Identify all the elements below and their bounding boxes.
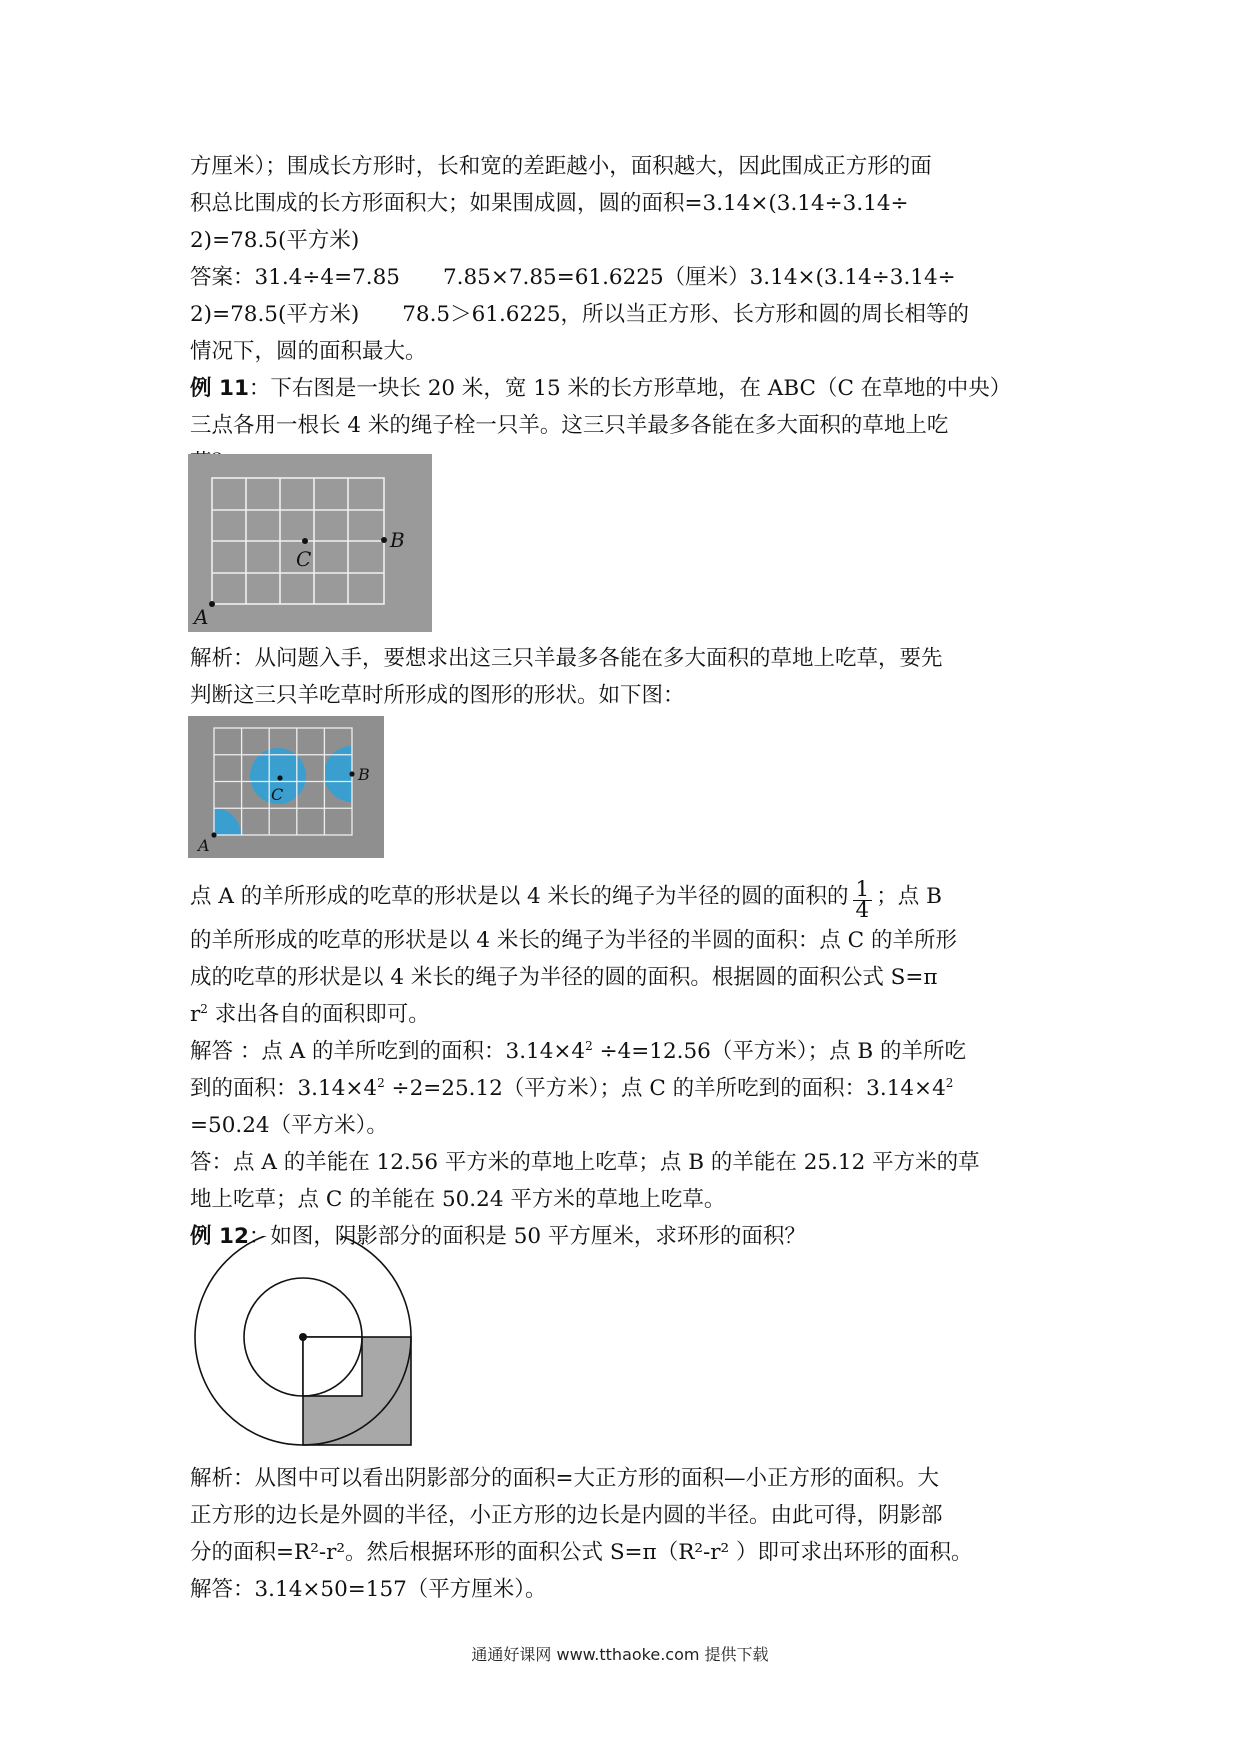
intro-paragraph: [190, 148, 1070, 481]
example-12-analysis: [190, 1460, 1070, 1608]
example-11-question: 例 11：下右图是一块长 20 米，宽 15 米的长方形草地，在 ABC（C 在草地的中央）: [190, 376, 1012, 401]
text-line: 地上吃草；点 C 的羊能在 50.24 平方米的草地上吃草。: [190, 1187, 726, 1212]
label-c: C: [271, 785, 284, 804]
page-footer: 通通好课网 www.tthaoke.com 提供下载: [471, 1645, 769, 1664]
text-line: 的羊所形成的吃草的形状是以 4 米长的绳子为半径的半圆的面积：点 C 的羊所形: [190, 928, 957, 953]
solution-paragraph: [190, 922, 1070, 1255]
annulus-figure: [190, 1236, 420, 1456]
text-line: 成的吃草的形状是以 4 米长的绳子为半径的圆的面积。根据圆的面积公式 S=π: [190, 965, 938, 990]
example-label: 例 12: [190, 1224, 249, 1249]
point-b: [349, 771, 354, 776]
label-b: B: [390, 528, 405, 552]
text-line-with-fraction: 点 A 的羊所形成的吃草的形状是以 4 米长的绳子为半径的圆的面积的 $\frac{1}{4}$ ；点 B: [190, 877, 942, 923]
example-12-question: 例 12：如图，阴影部分的面积是 50 平方厘米，求环形的面积？: [190, 1224, 806, 1249]
point-c: [302, 538, 308, 544]
point-a: [209, 601, 215, 607]
small-square: [303, 1337, 362, 1396]
text-line: $r^2$ 求出各自的面积即可。: [190, 1001, 430, 1027]
text-line: 正方形的边长是外圆的半径，小正方形的边长是内圆的半径。由此可得，阴影部: [190, 1503, 943, 1528]
text-line: 积总比围成的长方形面积大；如果围成圆，圆的面积=3.14×(3.14÷3.14÷: [190, 191, 909, 216]
text-line: 2)=78.5(平方米): [190, 228, 360, 253]
text-line: 三点各用一根长 4 米的绳子栓一只羊。这三只羊最多各能在多大面积的草地上吃: [190, 413, 949, 438]
label-a: A: [194, 605, 209, 629]
text-line: 情况下，圆的面积最大。: [190, 339, 427, 364]
text-line: 方厘米）；围成长方形时，长和宽的差距越小，面积越大，因此围成正方形的面: [190, 154, 932, 179]
point-c: [277, 775, 282, 780]
shape-explanation: [190, 878, 1070, 921]
point-a: [211, 832, 216, 837]
grazing-areas-figure: [188, 716, 384, 858]
text-line: 分的面积=R²-r²。然后根据环形的面积公式 S=π（R²-r² ）即可求出环形的面积。: [190, 1540, 973, 1565]
center-point: [299, 1333, 307, 1341]
text-line: =50.24（平方米）。: [190, 1113, 388, 1138]
text-line: 解析：从问题入手，要想求出这三只羊最多各能在多大面积的草地上吃草，要先: [190, 646, 943, 671]
fraction-quarter: $\frac{1}{4}$: [853, 880, 873, 921]
point-b: [381, 537, 387, 543]
label-b: B: [358, 765, 370, 784]
text-line: 解答 ：点 A 的羊所吃到的面积：$3.14\times 4^2 \div 4=12.56$（平方米）；点 B 的羊所吃: [190, 1038, 967, 1064]
text-line: 2)=78.5(平方米) 78.5＞61.6225，所以当正方形、长方形和圆的周长相等的: [190, 302, 970, 327]
label-a: A: [198, 836, 210, 855]
text-line: 判断这三只羊吃草时所形成的图形的形状。如下图：: [190, 683, 685, 708]
text-line: 解答：3.14×50=157（平方厘米）。: [190, 1577, 547, 1602]
text-line: 答：点 A 的羊能在 12.56 平方米的草地上吃草；点 B 的羊能在 25.12 平方米的草: [190, 1150, 980, 1175]
text-line: 到的面积：$3.14\times 4^2 \div 2=25.12$（平方米）；点 C 的羊所吃到的面积：$3.14\times 4^2$: [190, 1075, 954, 1101]
text-line: 解析：从图中可以看出阴影部分的面积=大正方形的面积—小正方形的面积。大: [190, 1466, 940, 1491]
label-c: C: [296, 547, 312, 571]
analysis-paragraph: [190, 640, 1070, 714]
grass-field-figure: [188, 454, 432, 632]
example-label: 例 11: [190, 376, 249, 401]
text-line: 答案：31.4÷4=7.85 7.85×7.85=61.6225（厘米）3.14×(3.14÷3.14÷: [190, 265, 956, 290]
